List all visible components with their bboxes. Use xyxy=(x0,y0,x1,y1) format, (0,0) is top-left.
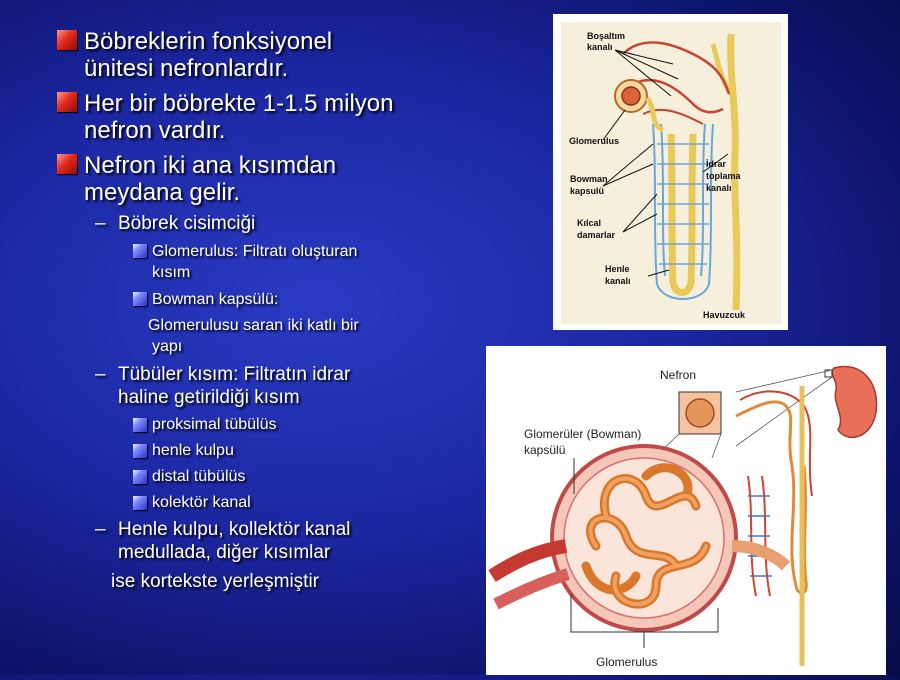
sub-sub-bullet-text: Bowman kapsülü: xyxy=(152,291,279,308)
small-glomerulus xyxy=(686,399,714,427)
nephron-tubule xyxy=(736,402,806,593)
label-henle: Henle xyxy=(605,264,630,274)
sub-bullet-text: medullada, diğer kısımlar xyxy=(118,542,331,563)
red-square-bullet-icon xyxy=(57,154,77,174)
blue-square-bullet-icon xyxy=(133,418,147,432)
kidney-shape xyxy=(832,367,877,438)
label-kilcal: damarlar xyxy=(577,230,616,240)
label-glomeruler-capsule: Glomerüler (Bowman) xyxy=(524,427,642,441)
glomerulus-tuft xyxy=(622,87,640,105)
sub-bullet-text: Tübüler kısım: Filtratın idrar xyxy=(118,364,351,385)
label-glomerulus: Glomerulus xyxy=(569,136,620,146)
sub-bullet-text: Böbrek cisimciği xyxy=(118,213,256,234)
bullet-text: meydana gelir. xyxy=(84,179,241,206)
glomerulus-illustration-image xyxy=(486,346,886,675)
sub-bullet-text: ise kortekste yerleşmiştir xyxy=(111,571,319,592)
sub-sub-bullet-text: kısım xyxy=(152,264,191,281)
label-idrar: İdrar xyxy=(706,159,727,169)
bullet-text: Her bir böbrekte 1-1.5 milyon xyxy=(84,90,394,117)
blue-square-bullet-icon xyxy=(133,244,147,258)
label-bosaltim: kanalı xyxy=(587,42,613,52)
efferent-arteriole xyxy=(496,574,568,604)
bullet-text: Nefron iki ana kısımdan xyxy=(84,152,337,179)
bullet-text: nefron vardır. xyxy=(84,117,226,144)
nephron-diagram-svg xyxy=(553,14,788,330)
dash-bullet-icon: – xyxy=(95,519,106,540)
bullet-text: ünitesi nefronlardır. xyxy=(84,55,289,82)
blue-square-bullet-icon xyxy=(133,292,147,306)
label-nefron: Nefron xyxy=(660,368,697,382)
sub-bullet-text: haline getirildiği kısım xyxy=(118,387,300,408)
label-idrar: toplama xyxy=(706,171,741,181)
label-bowman: Bowman xyxy=(570,174,608,184)
label-glomerulus: Glomerulus xyxy=(596,655,658,669)
blue-square-bullet-icon xyxy=(133,444,147,458)
label-bosaltim: Boşaltım xyxy=(587,31,626,41)
label-idrar: kanalı xyxy=(706,183,732,193)
label-havuzcuk: Havuzcuk xyxy=(703,310,746,320)
blue-square-bullet-icon xyxy=(133,496,147,510)
label-kilcal: Kılcal xyxy=(577,218,602,228)
sub-sub-bullet-text: Glomerulusu saran iki katlı bir xyxy=(148,317,359,334)
sub-sub-bullet-text: Glomerulus: Filtratı oluşturan xyxy=(152,243,358,260)
red-square-bullet-icon xyxy=(57,92,77,112)
bullet-text: Böbreklerin fonksiyonel xyxy=(84,28,333,55)
glomerulus-illustration-svg xyxy=(486,346,886,675)
blue-square-bullet-icon xyxy=(133,470,147,484)
red-square-bullet-icon xyxy=(57,30,77,50)
nephron-diagram-image xyxy=(553,14,788,330)
sub-sub-bullet-text: proksimal tübülüs xyxy=(152,416,277,433)
label-glomeruler-capsule: kapsülü xyxy=(524,443,566,457)
proximal-tubule xyxy=(732,546,786,566)
label-henle: kanalı xyxy=(605,276,631,286)
sub-sub-bullet-text: distal tübülüs xyxy=(152,468,246,485)
sub-sub-bullet-text: henle kulpu xyxy=(152,442,234,459)
label-bowman: kapsulü xyxy=(570,186,605,196)
sub-sub-bullet-text: yapı xyxy=(152,338,183,355)
sub-bullet-text: Henle kulpu, kollektör kanal xyxy=(118,519,351,540)
dash-bullet-icon: – xyxy=(95,213,106,234)
dash-bullet-icon: – xyxy=(95,364,106,385)
sub-sub-bullet-text: kolektör kanal xyxy=(152,494,251,511)
